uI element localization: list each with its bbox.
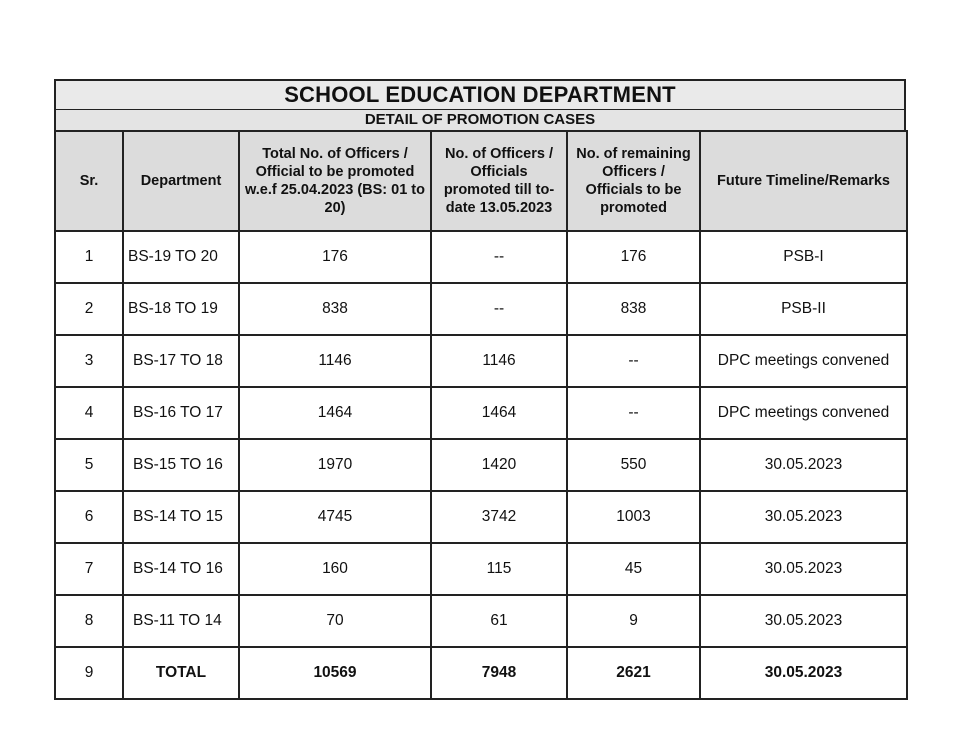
cell-remarks: PSB-II (700, 283, 907, 335)
cell-remaining: 2621 (567, 647, 700, 699)
table-row (55, 491, 907, 543)
cell-sr: 7 (55, 543, 123, 595)
cell-remarks: DPC meetings convened (700, 335, 907, 387)
cell-remarks: PSB-I (700, 231, 907, 283)
cell-remaining: 45 (567, 543, 700, 595)
cell-remaining: 9 (567, 595, 700, 647)
cell-total: 160 (239, 543, 431, 595)
cell-total: 176 (239, 231, 431, 283)
table-row (55, 387, 907, 439)
promotion-cases-sheet (54, 79, 906, 700)
table-row (55, 231, 907, 283)
header-department: Department (123, 131, 239, 231)
cell-promoted: 61 (431, 595, 567, 647)
cell-promoted: 7948 (431, 647, 567, 699)
cell-department: BS-15 TO 16 (123, 439, 239, 491)
cell-sr: 9 (55, 647, 123, 699)
cell-remaining: 550 (567, 439, 700, 491)
cell-department: BS-14 TO 15 (123, 491, 239, 543)
cell-department: BS-11 TO 14 (123, 595, 239, 647)
cell-sr: 1 (55, 231, 123, 283)
cell-sr: 3 (55, 335, 123, 387)
cell-total: 1464 (239, 387, 431, 439)
cell-department: BS-18 TO 19 (123, 283, 239, 335)
cell-total: 10569 (239, 647, 431, 699)
header-promoted: No. of Officers / Officials promoted till to-date 13.05.2023 (431, 131, 567, 231)
cell-remarks: 30.05.2023 (700, 439, 907, 491)
cell-remaining: 838 (567, 283, 700, 335)
header-total: Total No. of Officers / Official to be promoted w.e.f 25.04.2023 (BS: 01 to 20) (239, 131, 431, 231)
cell-remarks: 30.05.2023 (700, 491, 907, 543)
cell-promoted: 115 (431, 543, 567, 595)
cell-sr: 4 (55, 387, 123, 439)
header-sr: Sr. (55, 131, 123, 231)
cell-total: 1146 (239, 335, 431, 387)
document-subtitle: DETAIL OF PROMOTION CASES (54, 110, 906, 130)
cell-department: BS-17 TO 18 (123, 335, 239, 387)
table-row (55, 335, 907, 387)
cell-remaining: 1003 (567, 491, 700, 543)
table-row (55, 595, 907, 647)
cell-remaining: -- (567, 335, 700, 387)
cell-promoted: -- (431, 231, 567, 283)
cell-total: 838 (239, 283, 431, 335)
table-row (55, 543, 907, 595)
cell-promoted: 1464 (431, 387, 567, 439)
cell-remaining: -- (567, 387, 700, 439)
cell-sr: 6 (55, 491, 123, 543)
cell-remarks: 30.05.2023 (700, 543, 907, 595)
cell-sr: 2 (55, 283, 123, 335)
cell-department: BS-19 TO 20 (123, 231, 239, 283)
cell-sr: 5 (55, 439, 123, 491)
cell-total: 4745 (239, 491, 431, 543)
header-remarks: Future Timeline/Remarks (700, 131, 907, 231)
table-header-row (55, 131, 907, 231)
table-row (55, 439, 907, 491)
cell-remarks: 30.05.2023 (700, 595, 907, 647)
document-title: SCHOOL EDUCATION DEPARTMENT (54, 79, 906, 110)
cell-department: TOTAL (123, 647, 239, 699)
cell-department: BS-14 TO 16 (123, 543, 239, 595)
cell-total: 70 (239, 595, 431, 647)
cell-department: BS-16 TO 17 (123, 387, 239, 439)
cell-remaining: 176 (567, 231, 700, 283)
table-row (55, 283, 907, 335)
total-row (55, 647, 907, 699)
cell-remarks: 30.05.2023 (700, 647, 907, 699)
header-remaining: No. of remaining Officers / Officials to be promoted (567, 131, 700, 231)
cell-promoted: 1420 (431, 439, 567, 491)
cell-promoted: 3742 (431, 491, 567, 543)
cell-promoted: 1146 (431, 335, 567, 387)
cell-total: 1970 (239, 439, 431, 491)
cell-sr: 8 (55, 595, 123, 647)
promotion-table (54, 130, 908, 700)
cell-promoted: -- (431, 283, 567, 335)
cell-remarks: DPC meetings convened (700, 387, 907, 439)
